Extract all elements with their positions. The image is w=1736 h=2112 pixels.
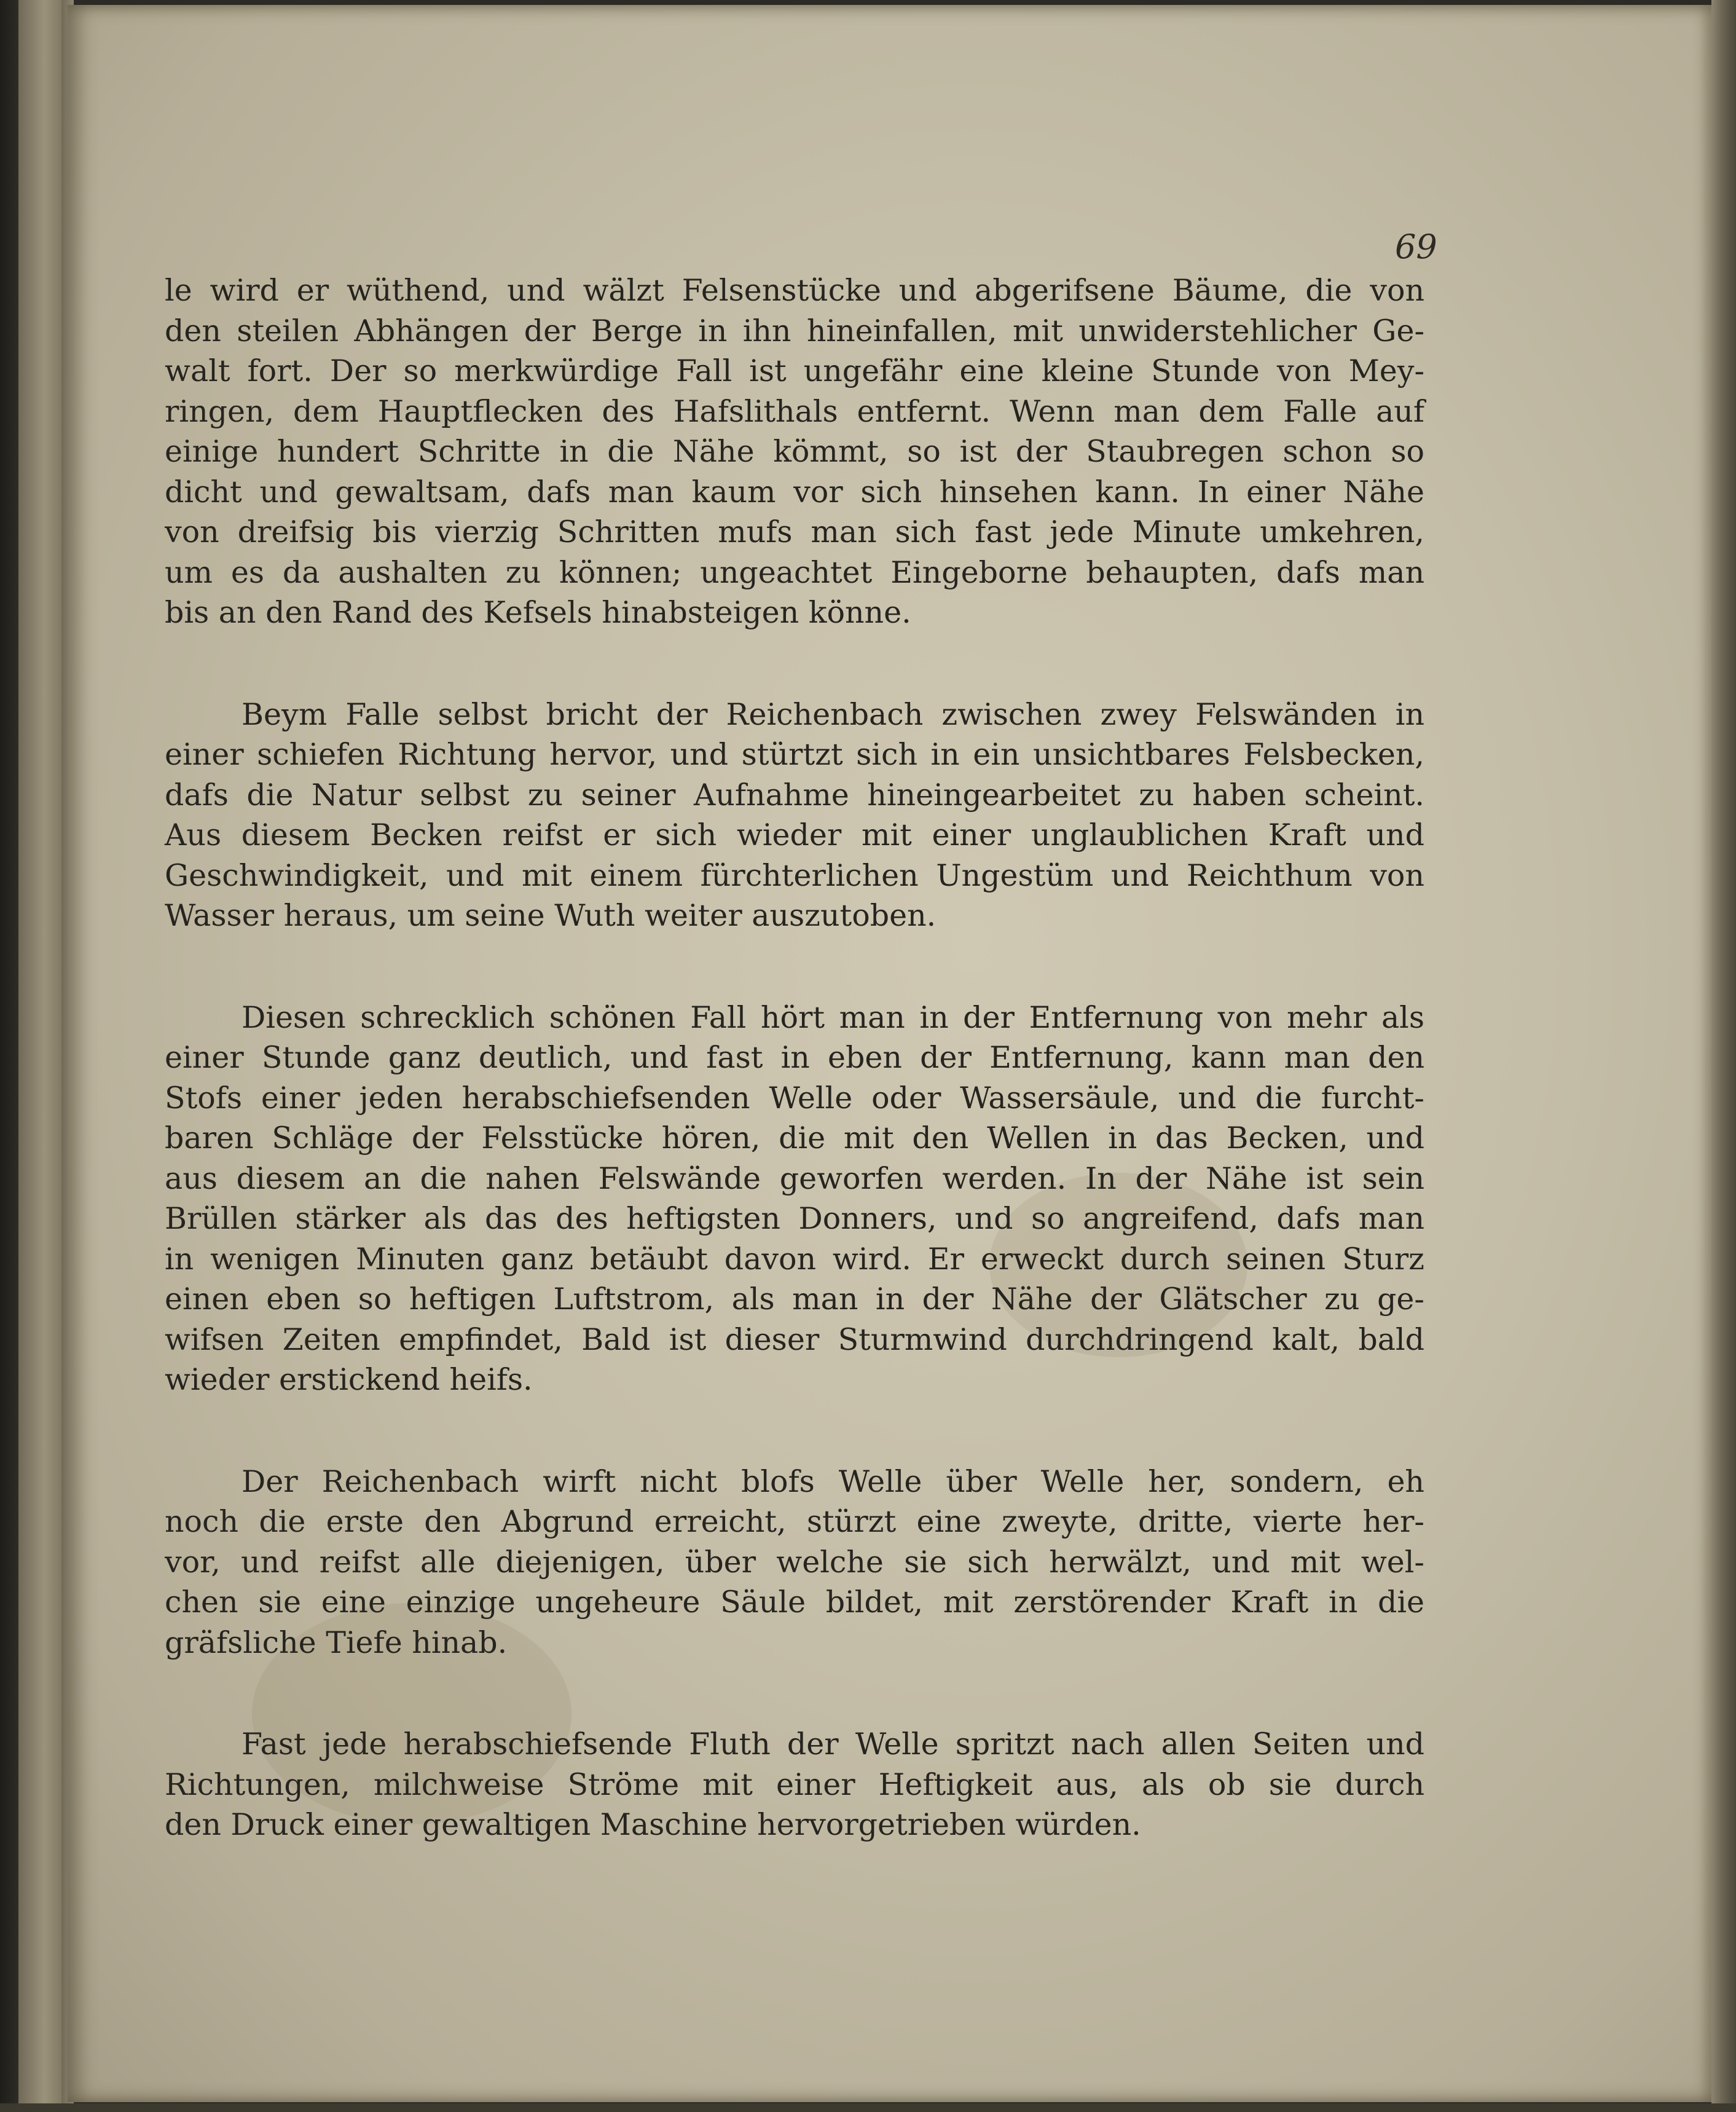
text-line: Geschwindigkeit, und mit einem fürchterlichen Ungestüm und Reichthum von [165, 857, 1424, 893]
text-line: dafs die Natur selbst zu seiner Aufnahme hineingearbeitet zu haben scheint. [165, 777, 1424, 813]
text-line: in wenigen Minuten ganz betäubt davon wird. Er erweckt durch seinen Sturz [165, 1241, 1424, 1277]
text-line: bis an den Rand des Kefsels hinabsteigen könne. [165, 595, 911, 630]
text-line: walt fort. Der so merkwürdige Fall ist ungefähr eine kleine Stunde von Mey- [165, 353, 1424, 388]
text-line: Brüllen stärker als das des heftigsten Donners, und so angreifend, dafs man [165, 1201, 1424, 1236]
text-line: ringen, dem Hauptflecken des Hafslithals entfernt. Wenn man dem Falle auf [165, 393, 1424, 429]
text-line: baren Schläge der Felsstücke hören, die mit den Wellen in das Becken, und [165, 1121, 1424, 1156]
text-line: den Druck einer gewaltigen Maschine hervorgetrieben würden. [165, 1807, 1141, 1842]
text-line: einer Stunde ganz deutlich, und fast in eben der Entfernung, kann man den [165, 1040, 1424, 1075]
text-line: um es da aushalten zu können; ungeachtet Eingeborne behaupten, dafs man [165, 554, 1424, 590]
text-line: aus diesem an die nahen Felswände geworfen werden. In der Nähe ist sein [165, 1160, 1424, 1196]
text-line: Der Reichenbach wirft nicht blofs Welle über Welle her, sondern, eh [242, 1464, 1424, 1499]
text-line: Stofs einer jeden herabschiefsenden Welle oder Wassersäule, und die furcht- [165, 1080, 1424, 1116]
text-line: gräfsliche Tiefe hinab. [165, 1625, 508, 1660]
text-line: einige hundert Schritte in die Nähe kömmt, so ist der Staubregen schon so [165, 434, 1424, 469]
text-line: Fast jede herabschiefsende Fluth der Welle spritzt nach allen Seiten und [242, 1727, 1424, 1762]
text-line: vor, und reifst alle diejenigen, über welche sie sich herwälzt, und mit wel- [165, 1544, 1424, 1580]
text-line: Diesen schrecklich schönen Fall hört man in der Entfernung von mehr als [242, 999, 1424, 1035]
text-line: noch die erste den Abgrund erreicht, stürzt eine zweyte, dritte, vierte her- [165, 1504, 1424, 1539]
paragraph-4 [165, 1462, 1424, 1663]
text-line: den steilen Abhängen der Berge in ihn hineinfallen, mit unwiderstehlicher Ge- [165, 313, 1424, 349]
text-line: Beym Falle selbst bricht der Reichenbach zwischen zwey Felswänden in [242, 696, 1424, 732]
body-text [165, 270, 1424, 1845]
page-edge-bottom [0, 2103, 1736, 2112]
text-line: chen sie eine einzige ungeheure Säule bildet, mit zerstörender Kraft in die [165, 1585, 1424, 1620]
text-line: von dreifsig bis vierzig Schritten mufs man sich fast jede Minute umkehren, [165, 514, 1424, 550]
text-line: Wasser heraus, um seine Wuth weiter auszutoben. [165, 898, 937, 933]
text-line: einen eben so heftigen Luftstrom, als man in der Nähe der Glätscher zu ge- [165, 1282, 1424, 1317]
paragraph-5 [165, 1724, 1424, 1845]
text-line: einer schiefen Richtung hervor, und stürtzt sich in ein unsichtbares Felsbecken, [165, 737, 1424, 772]
paragraph-1 [165, 270, 1424, 633]
text-line: wieder erstickend heifs. [165, 1362, 533, 1397]
text-line: Richtungen, milchweise Ströme mit einer Heftigkeit aus, als ob sie durch [165, 1767, 1424, 1802]
previous-page-edge [18, 0, 61, 2112]
page-number: 69 [1395, 227, 1437, 266]
paragraph-2 [165, 695, 1424, 936]
text-line: wifsen Zeiten empfindet, Bald ist dieser Sturmwind durchdringend kalt, bald [165, 1322, 1424, 1357]
text-line: dicht und gewaltsam, dafs man kaum vor sich hinsehen kann. In einer Nähe [165, 474, 1424, 510]
text-line: Aus diesem Becken reifst er sich wieder mit einer unglaublichen Kraft und [165, 818, 1424, 853]
page-edge-right [1711, 0, 1736, 2112]
text-line: le wird er wüthend, und wälzt Felsenstücke und abgerifsene Bäume, die von [165, 273, 1424, 308]
paragraph-3 [165, 998, 1424, 1400]
